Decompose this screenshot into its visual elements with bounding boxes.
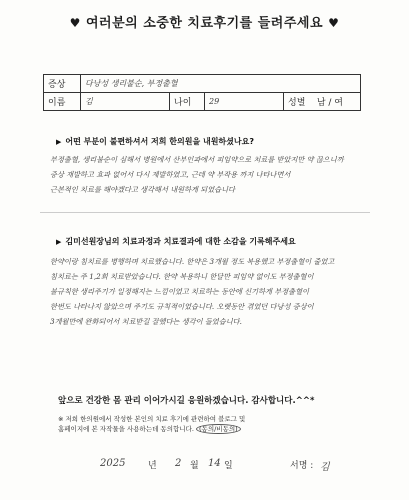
age-label: 나이 bbox=[170, 93, 205, 111]
page-title bbox=[0, 12, 409, 31]
question-1 bbox=[56, 136, 254, 147]
question-2-text: 김미선원장님의 치료과정과 치료결과에 대한 소감을 기록해주세요 bbox=[65, 237, 296, 246]
patient-info-table bbox=[43, 74, 361, 111]
heart-icon: ♥ bbox=[328, 16, 340, 30]
date-year-unit: 년 bbox=[148, 461, 157, 471]
triangle-bullet-icon: ▶ bbox=[56, 238, 62, 246]
question-1-text: 어떤 부분이 불편하셔서 저희 한의원을 내원하셨나요? bbox=[65, 137, 254, 146]
answer-2-line: 한약이랑 침치료를 병행하며 치료했습니다. 한약은 3개월 정도 복용했고 부정출혈이 줄었고 bbox=[50, 257, 335, 266]
signature-field[interactable]: 김 bbox=[320, 462, 330, 473]
date-month-unit: 월 bbox=[190, 461, 199, 471]
name-field[interactable]: 김 bbox=[81, 93, 170, 111]
page-title-text: 여러분의 소중한 치료후기를 들려주세요 bbox=[85, 16, 324, 31]
answer-2[interactable] bbox=[50, 254, 370, 329]
name-label: 이름 bbox=[44, 93, 81, 111]
closing-message: 앞으로 건강한 몸 관리 이어가시길 응원하겠습니다. 감사합니다.^^* bbox=[58, 396, 315, 406]
age-field[interactable]: 29 bbox=[205, 93, 284, 111]
question-2 bbox=[56, 236, 296, 247]
answer-1-line: 증상 재발하고 효과 없어서 다시 재발하였고, 근데 약 부작용 까지 나타나면서 bbox=[50, 170, 291, 179]
consent-choice[interactable]: (동의/비동의) bbox=[196, 424, 241, 434]
symptom-field[interactable]: 다낭성 생리불순, 부정출혈 bbox=[81, 75, 361, 93]
signature-label: 서명 : bbox=[290, 461, 314, 471]
answer-2-line: 불규칙한 생리주기가 일정해지는 느낌이었고 치료하는 동안에 신기하게 부정출혈이 bbox=[50, 287, 310, 296]
answer-1-line: 부정출혈, 생리불순이 심해서 병원에서 산부인과에서 피임약으로 치료를 받았지만 약 끊으니까 bbox=[50, 155, 344, 164]
date-day-unit: 일 bbox=[224, 461, 233, 471]
answer-1[interactable] bbox=[50, 152, 370, 197]
divider bbox=[40, 212, 370, 213]
triangle-bullet-icon: ▶ bbox=[56, 138, 62, 146]
consent-line-2: 홈페이지에 본 자작물을 사용하는데 동의합니다. bbox=[58, 425, 194, 433]
gender-label: 성별 bbox=[288, 98, 306, 108]
gender-cell[interactable] bbox=[284, 93, 361, 111]
answer-2-line: 침치료는 주 1,2회 치료받았습니다. 한약 복용하니 한달만 피임약 없이도 부정출혈이 bbox=[50, 272, 314, 281]
consent-line-1: ※ 저희 한의원에서 작성한 본인의 치료 후기에 관련하여 블로그 및 bbox=[58, 415, 246, 423]
date-year[interactable]: 2025 bbox=[100, 458, 126, 469]
answer-2-line: 한번도 나타나지 않았으며 주기도 규칙적이었습니다. 오랫동안 겪었던 다낭성 증상이 bbox=[50, 302, 314, 311]
answer-2-line: 3개월만에 완화되어서 치료받길 잘했다는 생각이 들었습니다. bbox=[50, 317, 242, 326]
consent-notice bbox=[58, 414, 245, 434]
heart-icon: ♥ bbox=[69, 16, 81, 30]
date-day[interactable]: 14 bbox=[208, 458, 221, 469]
symptom-label: 증상 bbox=[44, 75, 81, 93]
date-month[interactable]: 2 bbox=[175, 458, 182, 469]
answer-1-line: 근본적인 치료를 해야겠다고 생각해서 내원하게 되었습니다 bbox=[50, 185, 236, 194]
gender-options[interactable]: 남 / 여 bbox=[316, 98, 343, 108]
